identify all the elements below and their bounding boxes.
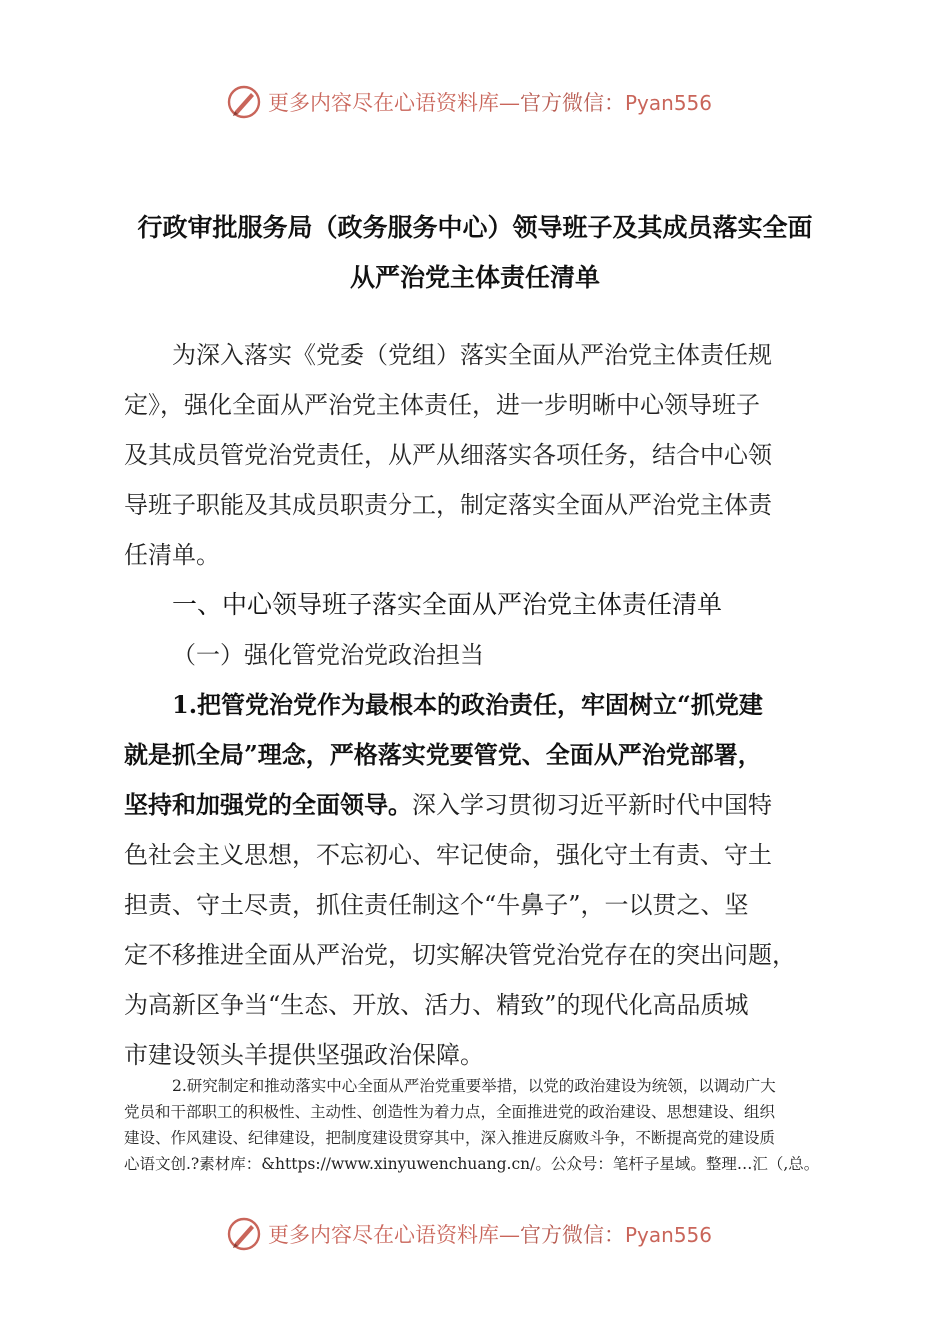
item1-mixed-line	[124, 780, 834, 830]
banner-text	[268, 87, 712, 117]
banner-main-text: 更多内容尽在心语资料库—	[268, 1223, 520, 1247]
banner-content	[226, 80, 712, 124]
banner-text	[268, 1219, 712, 1249]
header-banner	[0, 80, 950, 124]
banner-main-text: 更多内容尽在心语资料库—	[268, 91, 520, 115]
item2-line: 2.研究制定和推动落实中心全面从严治党重要举措，以党的政治建设为统领，以调动广大	[172, 1077, 776, 1095]
document-title-line2: 从严治党主体责任清单	[349, 263, 600, 292]
item2-paragraph	[124, 1073, 834, 1177]
banner-wechat-id: Pyan556	[625, 91, 713, 115]
item1-paragraph	[124, 680, 834, 1080]
banner-wechat-label: 官方微信：	[520, 1223, 625, 1247]
item1-bold-line: 1.把管党治党作为最根本的政治责任，牢固树立“抓党建	[172, 690, 763, 719]
document-title-line1: 行政审批服务局（政务服务中心）领导班子及其成员落实全面	[137, 213, 813, 242]
item1-line: 市建设领头羊提供坚强政治保障。	[124, 1041, 484, 1069]
item1-mixed-bold: 坚持和加强党的全面领导。	[124, 790, 412, 819]
intro-line: 及其成员管党治党责任，从严从细落实各项任务，结合中心领	[124, 441, 772, 469]
item1-line: 为高新区争当“生态、开放、活力、精致”的现代化高品质城	[124, 991, 749, 1019]
sub-heading: （一）强化管党治党政治担当	[172, 641, 484, 669]
banner-content	[226, 1212, 712, 1256]
pen-logo-icon	[226, 1216, 262, 1252]
intro-line: 为深入落实《党委（党组）落实全面从严治党主体责任规	[172, 341, 772, 369]
item2-line: 党员和干部职工的积极性、主动性、创造性为着力点，全面推进党的政治建设、思想建设、组织	[124, 1103, 776, 1121]
intro-paragraph	[124, 330, 834, 580]
item1-mixed-normal: 深入学习贯彻习近平新时代中国特	[412, 791, 772, 819]
intro-line: 导班子职能及其成员职责分工，制定落实全面从严治党主体责	[124, 491, 772, 519]
item2-line: 心语文创.?素材库：&https://www.xinyuwenchuang.cn/。公众号：笔杆子星域。整理…汇（,总。	[124, 1155, 820, 1173]
section-heading: 一、中心领导班子落实全面从严治党主体责任清单	[172, 590, 723, 619]
item2-line: 建设、作风建设、纪律建设，把制度建设贯穿其中，深入推进反腐败斗争，不断提高党的建设质	[124, 1129, 776, 1147]
item1-line: 担责、守土尽责，抓住责任制这个“牛鼻子”，一以贯之、坚	[124, 891, 749, 919]
banner-wechat-label: 官方微信：	[520, 91, 625, 115]
item1-line: 定不移推进全面从严治党，切实解决管党治党存在的突出问题，	[124, 941, 796, 969]
banner-wechat-id: Pyan556	[625, 1223, 713, 1247]
intro-line: 定》，强化全面从严治党主体责任，进一步明晰中心领导班子	[124, 391, 760, 419]
item1-bold-line: 就是抓全局”理念，严格落实党要管党、全面从严治党部署，	[124, 740, 762, 769]
item1-line: 色社会主义思想，不忘初心、牢记使命，强化守土有责、守土	[124, 841, 772, 869]
intro-line: 任清单。	[124, 541, 220, 569]
footer-banner	[0, 1212, 950, 1256]
pen-logo-icon	[226, 84, 262, 120]
